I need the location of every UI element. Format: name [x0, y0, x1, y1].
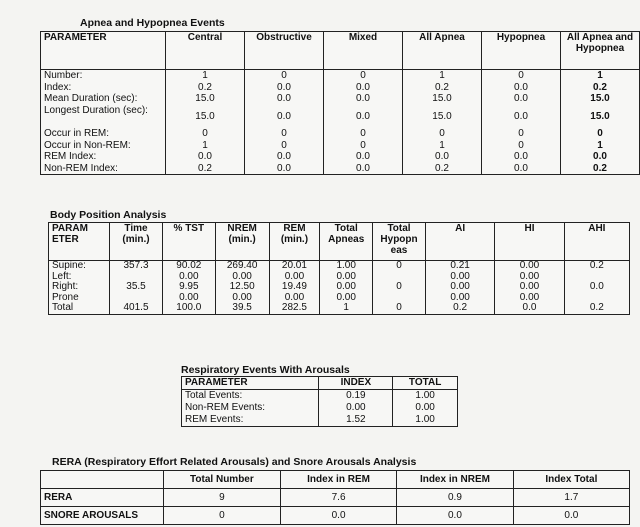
column-header: HI	[495, 223, 564, 261]
column-header: PARAMETER	[41, 32, 166, 70]
cell-value: 0	[360, 127, 366, 139]
total-values	[393, 390, 458, 427]
cell-value: 0.00	[519, 260, 540, 271]
cell-value: 0.00	[179, 270, 199, 282]
body-position-table	[48, 222, 630, 315]
ai-values	[425, 261, 494, 315]
column-header	[41, 471, 164, 489]
table-header-row	[49, 223, 630, 261]
cell-value: 0.0	[514, 93, 528, 105]
apnea-hypopnea-table	[40, 31, 640, 175]
cell-value: 0	[396, 281, 402, 292]
respiratory-arousals-table	[181, 376, 458, 427]
row-label: REM Events:	[185, 414, 244, 425]
column-header: Index in REM	[280, 471, 396, 489]
table-body-row	[41, 70, 640, 175]
cell-value: 269.40	[226, 260, 258, 271]
column-header: Time (min.)	[110, 223, 163, 261]
cell-value: 0.00	[519, 291, 540, 303]
row-label: RERA	[41, 489, 164, 507]
column-header: INDEX	[319, 377, 393, 390]
cell-value: 0.2	[589, 260, 604, 271]
time-values	[110, 261, 163, 315]
column-header: Mixed	[324, 32, 403, 70]
cell-value: 0	[281, 70, 287, 81]
cell-value: 0.0	[589, 281, 604, 292]
column-header: AI	[425, 223, 494, 261]
column-header: NREM (min.)	[215, 223, 269, 261]
cell-value: 0	[202, 127, 208, 139]
cell-value: 1	[597, 70, 603, 81]
cell-value: 9	[163, 489, 280, 507]
cell-value: 0.2	[593, 162, 607, 174]
column-header: % TST	[162, 223, 215, 261]
body-position-section-title: Body Position Analysis	[50, 209, 167, 221]
row-label: Supine:	[52, 260, 86, 271]
tst-values	[162, 261, 215, 315]
cell-value: 15.0	[432, 93, 452, 105]
cell-value: 0.0	[277, 81, 291, 93]
cell-value: 0.0	[435, 151, 449, 163]
cell-value: 0	[396, 302, 402, 313]
cell-value: 0.2	[198, 162, 212, 174]
cell-value: 0.00	[336, 281, 356, 292]
column-header: REM (min.)	[269, 223, 320, 261]
total-apneas-values	[320, 261, 373, 315]
cell-value: 0.0	[277, 110, 291, 122]
cell-value: 0.00	[415, 402, 435, 413]
cell-value: 357.3	[123, 260, 149, 271]
cell-value: 0.0	[514, 81, 528, 93]
table-header-row	[41, 471, 630, 489]
column-header: PARAMETER	[182, 377, 319, 390]
cell-value: 0.0	[356, 110, 370, 122]
row-label: Left:	[52, 270, 72, 282]
rera-section-title: RERA (Respiratory Effort Related Arousals) and Snore Arousals Analysis	[52, 456, 417, 468]
cell-value: 0.0	[356, 93, 370, 105]
cell-value: 1.7	[513, 489, 629, 507]
row-label: Occur in REM:	[44, 127, 110, 139]
cell-value: 0	[281, 139, 287, 151]
row-label: Mean Duration (sec):	[44, 93, 138, 105]
column-header: PARAM ETER	[49, 223, 110, 261]
cell-value: 19.49	[281, 281, 307, 292]
cell-value: 0	[518, 70, 524, 81]
cell-value: 0.00	[284, 270, 305, 282]
cell-value: 15.0	[195, 93, 215, 105]
rera-snore-table	[40, 470, 630, 525]
cell-value: 1.00	[415, 390, 435, 401]
cell-value: 100.0	[176, 302, 202, 313]
cell-value: 0.0	[397, 507, 513, 525]
cell-value: 0.0	[198, 151, 212, 163]
column-header: All Apnea	[403, 32, 482, 70]
cell-value: 0.2	[453, 302, 468, 313]
cell-value: 0.00	[450, 291, 470, 303]
cell-value: 15.0	[590, 93, 610, 105]
cell-value: 39.5	[232, 302, 252, 313]
cell-value: 0.00	[232, 270, 252, 282]
column-header: AHI	[564, 223, 629, 261]
row-label: Longest Duration (sec):	[44, 104, 148, 116]
cell-value: 0.0	[277, 93, 291, 105]
cell-value: 20.01	[281, 260, 307, 271]
cell-value: 0	[281, 127, 287, 139]
cell-value: 0.00	[450, 281, 470, 292]
cell-value: 0.00	[346, 402, 366, 413]
column-header: TOTAL	[393, 377, 458, 390]
row-labels-cell	[41, 70, 166, 175]
all-apnea-values	[403, 70, 482, 175]
table-header-row	[182, 377, 458, 390]
hypopnea-values	[482, 70, 561, 175]
cell-value: 0	[163, 507, 280, 525]
cell-value: 0.2	[593, 81, 607, 93]
row-label: Number:	[44, 70, 83, 81]
cell-value: 0.21	[450, 260, 470, 271]
obstructive-values	[245, 70, 324, 175]
cell-value: 282.5	[281, 302, 307, 313]
row-label: Prone	[52, 291, 79, 303]
row-label: SNORE AROUSALS	[41, 507, 164, 525]
cell-value: 0.0	[277, 162, 291, 174]
cell-value: 0.0	[513, 507, 629, 525]
cell-value: 0	[396, 260, 402, 271]
column-header: Total Number	[163, 471, 280, 489]
cell-value: 1.00	[415, 414, 435, 425]
central-values	[166, 70, 245, 175]
cell-value: 0.0	[277, 151, 291, 163]
column-header: Index in NREM	[397, 471, 513, 489]
cell-value: 0.2	[198, 81, 212, 93]
column-header: Central	[166, 32, 245, 70]
rem-values	[269, 261, 320, 315]
cell-value: 0	[597, 127, 603, 139]
cell-value: 0.00	[336, 270, 356, 282]
hi-values	[495, 261, 564, 315]
table-body-row	[182, 390, 458, 427]
cell-value: 0	[439, 127, 445, 139]
cell-value: 0.9	[397, 489, 513, 507]
cell-value: 1	[597, 139, 603, 151]
row-label: Total Events:	[185, 390, 243, 401]
respiratory-arousals-section-title: Respiratory Events With Arousals	[181, 364, 350, 376]
row-label: Non-REM Index:	[44, 162, 118, 174]
row-labels-cell	[49, 261, 110, 315]
column-header: Total Apneas	[320, 223, 373, 261]
cell-value: 0	[518, 127, 524, 139]
cell-value: 0.0	[356, 81, 370, 93]
nrem-values	[215, 261, 269, 315]
cell-value: 1	[439, 139, 445, 151]
cell-value: 1	[439, 70, 445, 81]
cell-value: 0.00	[336, 291, 356, 303]
cell-value: 0.00	[179, 291, 199, 303]
table-row	[41, 507, 630, 525]
all-apnea-hypopnea-values	[561, 70, 640, 175]
cell-value: 0.2	[589, 302, 604, 313]
row-label: Total	[52, 302, 74, 313]
cell-value: 0.0	[280, 507, 396, 525]
cell-value: 0.00	[519, 281, 540, 292]
row-label: REM Index:	[44, 151, 97, 163]
table-row	[41, 489, 630, 507]
index-values	[319, 390, 393, 427]
table-body-row	[49, 261, 630, 315]
apnea-section-title: Apnea and Hypopnea Events	[80, 17, 225, 29]
cell-value: 0.00	[284, 291, 305, 303]
cell-value: 15.0	[590, 110, 610, 122]
total-hypopneas-values	[373, 261, 426, 315]
cell-value: 0.2	[435, 81, 449, 93]
cell-value: 0	[518, 139, 524, 151]
cell-value: 12.50	[229, 281, 255, 292]
cell-value: 0	[360, 70, 366, 81]
mixed-values	[324, 70, 403, 175]
column-header: Hypopnea	[482, 32, 561, 70]
cell-value: 401.5	[123, 302, 149, 313]
row-label: Right:	[52, 281, 79, 292]
cell-value: 1	[343, 302, 349, 313]
cell-value: 0.0	[514, 110, 528, 122]
cell-value: 15.0	[195, 110, 215, 122]
column-header: Obstructive	[245, 32, 324, 70]
cell-value: 0.00	[232, 291, 252, 303]
cell-value: 0.0	[356, 151, 370, 163]
cell-value: 0.2	[435, 162, 449, 174]
cell-value: 0.0	[593, 151, 607, 163]
cell-value: 15.0	[432, 110, 452, 122]
cell-value: 0.0	[356, 162, 370, 174]
row-label: Index:	[44, 81, 72, 93]
cell-value: 1.52	[346, 414, 366, 425]
row-labels-cell	[182, 390, 319, 427]
cell-value: 0	[360, 139, 366, 151]
cell-value: 0.0	[514, 162, 528, 174]
cell-value: 0.19	[346, 390, 366, 401]
cell-value: 0.00	[519, 270, 540, 282]
cell-value: 90.02	[176, 260, 202, 271]
cell-value: 9.95	[179, 281, 199, 292]
cell-value: 35.5	[126, 281, 146, 292]
column-header: Index Total	[513, 471, 629, 489]
table-header-row	[41, 32, 640, 70]
cell-value: 1	[202, 139, 208, 151]
cell-value: 0.0	[514, 151, 528, 163]
row-label: Occur in Non-REM:	[44, 139, 131, 151]
cell-value: 0.0	[522, 302, 537, 313]
cell-value: 1.00	[336, 260, 356, 271]
row-label: Non-REM Events:	[185, 402, 266, 413]
ahi-values	[564, 261, 629, 315]
column-header: Total Hypopn eas	[373, 223, 426, 261]
cell-value: 7.6	[280, 489, 396, 507]
cell-value: 1	[202, 70, 208, 81]
column-header: All Apnea and Hypopnea	[561, 32, 640, 70]
cell-value: 0.00	[450, 270, 470, 282]
